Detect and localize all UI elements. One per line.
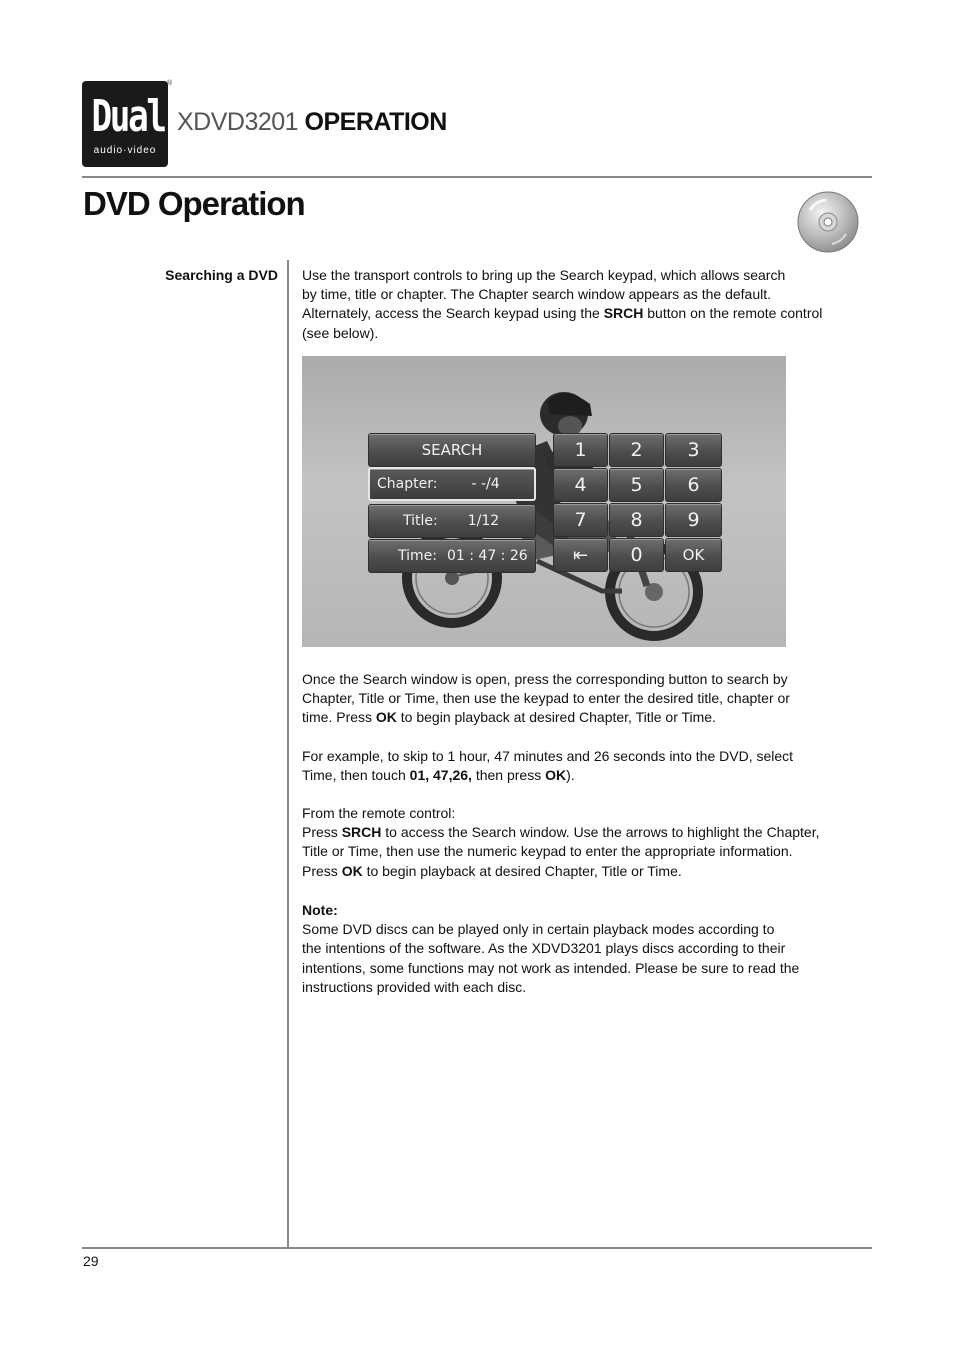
registered-mark: ® xyxy=(167,80,173,87)
key-1-button[interactable]: 1 xyxy=(553,433,608,467)
note-heading: Note: xyxy=(302,902,338,918)
key-0-button[interactable]: 0 xyxy=(609,538,664,572)
operation-label: OPERATION xyxy=(304,108,447,136)
text-line: Time, then touch 01, 47,26, then press OK). xyxy=(302,767,575,784)
search-instructions-paragraph xyxy=(302,670,872,728)
text-line: Chapter, Title or Time, then use the keypad to enter the desired title, chapter or xyxy=(302,690,790,707)
remote-heading: From the remote control: xyxy=(302,805,456,821)
dual-logo xyxy=(82,81,168,167)
key-5-button[interactable]: 5 xyxy=(609,468,664,502)
bottom-divider xyxy=(82,1247,872,1249)
time-field-button[interactable] xyxy=(368,539,536,573)
time-value: 01 : 47 : 26 xyxy=(446,548,528,564)
key-2-button[interactable]: 2 xyxy=(609,433,664,467)
text-line: by time, title or chapter. The Chapter search window appears as the default. xyxy=(302,286,771,303)
text-line: intentions, some functions may not work as intended. Please be sure to read the xyxy=(302,959,800,976)
backspace-button[interactable] xyxy=(553,538,608,572)
chapter-value: - -/4 xyxy=(471,476,500,492)
search-header-button[interactable]: SEARCH xyxy=(368,433,536,467)
chapter-field-button[interactable] xyxy=(368,467,536,501)
search-keypad-screenshot xyxy=(302,356,786,647)
key-8-button[interactable]: 8 xyxy=(609,503,664,537)
text-line: (see below). xyxy=(302,324,379,341)
backspace-icon: ⇤ xyxy=(572,544,589,566)
intro-paragraph xyxy=(302,266,872,343)
logo-tagline: audio·video xyxy=(93,145,157,156)
text-line: Alternately, access the Search keypad using the SRCH button on the remote control xyxy=(302,305,823,322)
disc-icon xyxy=(796,190,860,254)
remote-control-paragraph xyxy=(302,804,872,881)
page-number: 29 xyxy=(83,1253,99,1269)
key-7-button[interactable]: 7 xyxy=(553,503,608,537)
title-label: Title: xyxy=(403,513,438,529)
text-line: Press SRCH to access the Search window. Use the arrows to highlight the Chapter, xyxy=(302,824,820,841)
title-field-button[interactable] xyxy=(368,504,536,538)
logo-wordmark: Dual xyxy=(91,91,165,142)
key-4-button[interactable]: 4 xyxy=(553,468,608,502)
key-3-button[interactable]: 3 xyxy=(665,433,722,467)
ok-button[interactable]: OK xyxy=(665,538,722,572)
text-line: Some DVD discs can be played only in certain playback modes according to xyxy=(302,921,775,938)
text-line: Title or Time, then use the numeric keypad to enter the appropriate information. xyxy=(302,843,793,860)
page-title: DVD Operation xyxy=(83,185,305,222)
text-line: the intentions of the software. As the XDVD3201 plays discs according to their xyxy=(302,940,786,957)
text-line: Press OK to begin playback at desired Chapter, Title or Time. xyxy=(302,862,682,879)
title-value: 1/12 xyxy=(467,513,500,529)
section-heading: Searching a DVD xyxy=(165,267,278,283)
key-9-button[interactable]: 9 xyxy=(665,503,722,537)
time-label: Time: xyxy=(398,548,437,564)
example-paragraph xyxy=(302,747,872,785)
text-line: Once the Search window is open, press the corresponding button to search by xyxy=(302,671,788,687)
document-title xyxy=(177,108,447,137)
model-number: XDVD3201 xyxy=(177,108,299,136)
text-line: Use the transport controls to bring up the Search keypad, which allows search xyxy=(302,267,786,283)
text-line: time. Press OK to begin playback at desired Chapter, Title or Time. xyxy=(302,709,716,726)
key-6-button[interactable]: 6 xyxy=(665,468,722,502)
chapter-label: Chapter: xyxy=(377,476,438,492)
column-divider xyxy=(287,260,289,1247)
note-paragraph xyxy=(302,901,872,997)
top-divider xyxy=(82,176,872,178)
text-line: For example, to skip to 1 hour, 47 minutes and 26 seconds into the DVD, select xyxy=(302,748,794,764)
text-line: instructions provided with each disc. xyxy=(302,978,527,995)
